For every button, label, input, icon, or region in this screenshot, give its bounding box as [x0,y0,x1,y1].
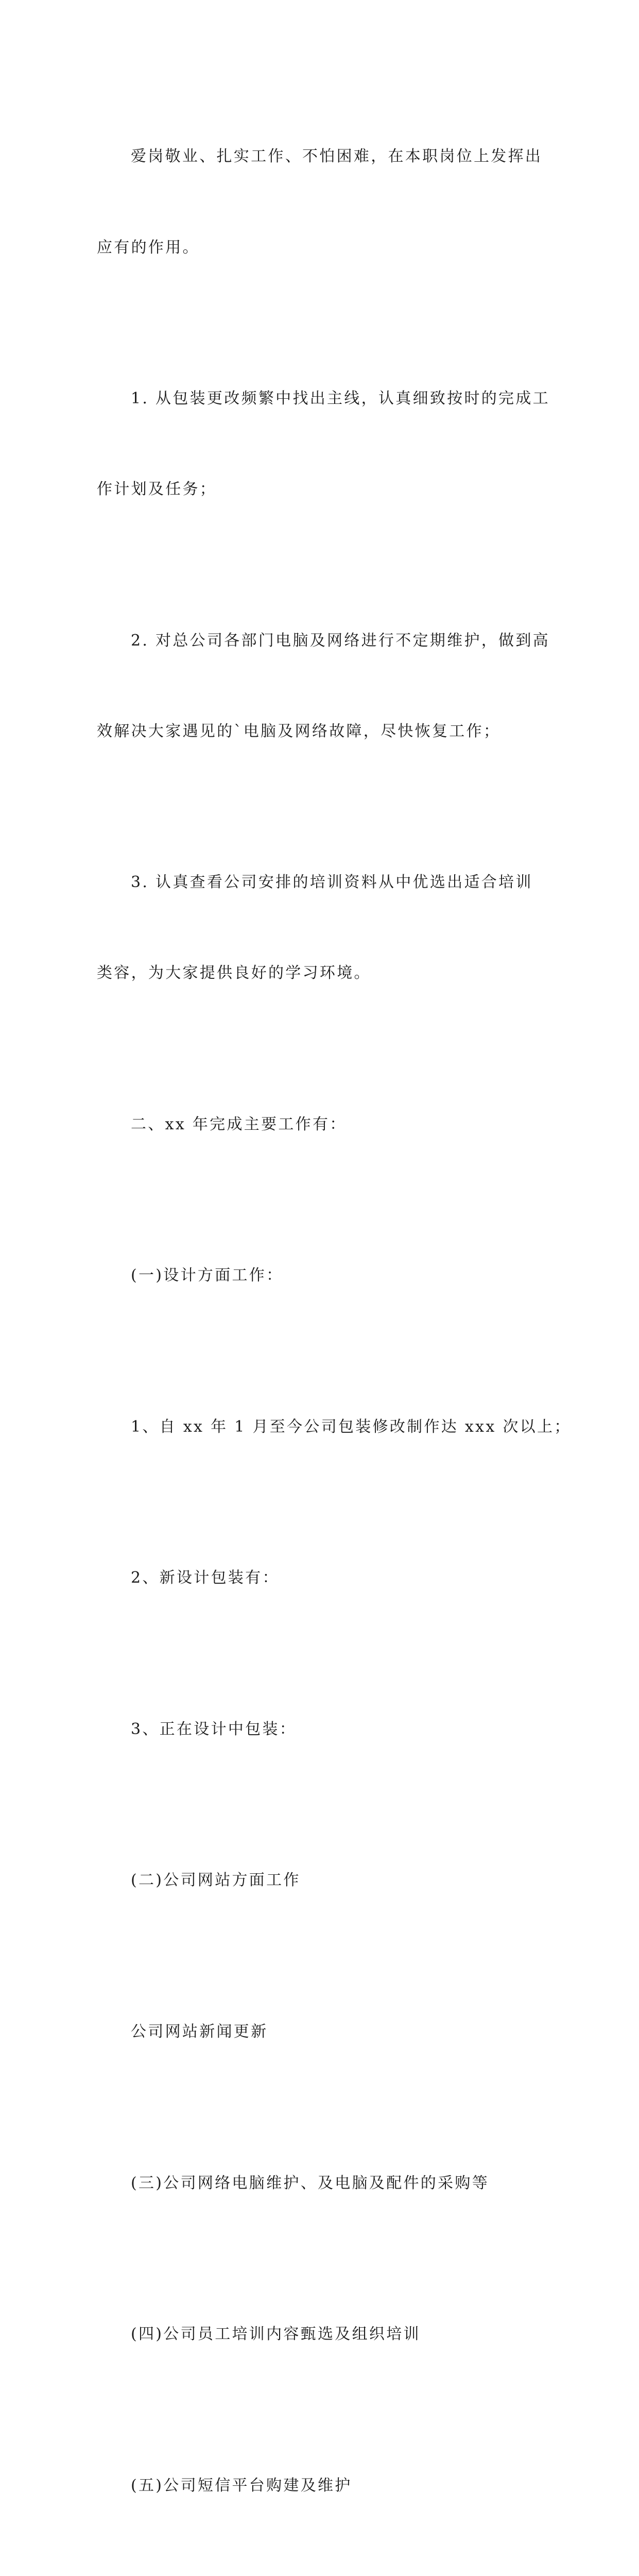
text-line: 3、正在设计中包装： [131,1720,297,1738]
text-line: 1. 从包装更改频繁中找出主线，认真细致按时的完成工 [131,389,550,408]
design-item-3 [97,1654,545,1806]
subsection-heading-sms [97,2410,545,2562]
design-item-2 [97,1503,545,1654]
website-item [97,1957,545,2108]
text-line: 公司网站新闻更新 [131,2023,268,2041]
design-item-1 [97,1352,572,1503]
text-line: 3. 认真查看公司安排的培训资料从中优选出适合培训 [131,873,533,892]
text-line: 作计划及任务； [97,480,217,499]
text-line: 爱岗敬业、扎实工作、不怕困难，在本职岗位上发挥出 [131,147,543,166]
text-line: 类容，为大家提供良好的学习环境。 [97,964,371,982]
text-line: 1、自 xx 年 1 月至今公司包装修改制作达 xxx 次以上； [131,1417,572,1436]
section-heading-2 [97,1049,545,1201]
subsection-heading-training [97,2259,545,2411]
list-item-2 [97,565,550,807]
text-line: 效解决大家遇见的`电脑及网络故障，尽快恢复工作； [97,722,501,740]
subsection-heading-network [97,2108,545,2259]
list-item-3 [97,807,545,1049]
text-line: 应有的作用。 [97,238,200,257]
text-line: 2、新设计包装有： [131,1569,280,1587]
text-line: (五)公司短信平台购建及维护 [131,2476,352,2495]
text-line: (三)公司网络电脑维护、及电脑及配件的采购等 [131,2174,490,2192]
text-line: (二)公司网站方面工作 [131,1871,301,1890]
subsection-heading-design [97,1200,545,1352]
text-line: (一)设计方面工作： [131,1266,284,1285]
document-body [97,81,572,2576]
paragraph-dedication [97,81,545,324]
text-line: (四)公司员工培训内容甄选及组织培训 [131,2325,421,2344]
text-line: 2. 对总公司各部门电脑及网络进行不定期维护，做到高 [131,631,550,650]
subsection-heading-website [97,1805,545,1957]
text-line: 二、xx 年完成主要工作有： [131,1115,347,1133]
list-item-1 [97,324,550,566]
section-heading-3 [97,2562,545,2576]
